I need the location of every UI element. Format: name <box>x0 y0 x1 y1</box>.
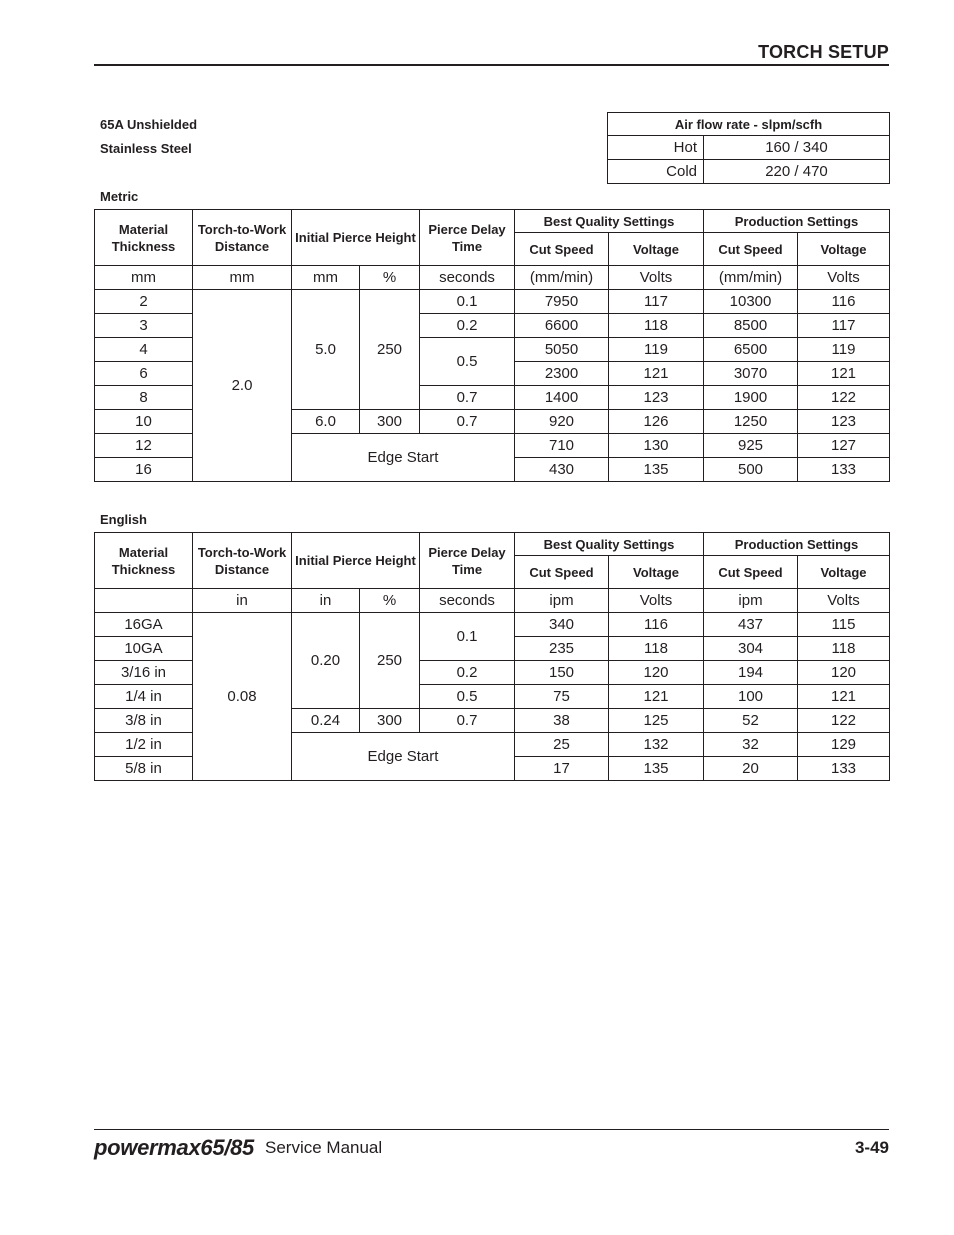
pierce-height-cell: 5.0 <box>292 290 360 410</box>
unit-cell: (mm/min) <box>704 266 798 290</box>
material-label-line2: Stainless Steel <box>100 141 192 156</box>
col-header-voltage: Voltage <box>798 233 890 266</box>
air-flow-value: 160 / 340 <box>704 136 890 160</box>
pierce-delay-cell: 0.2 <box>420 661 515 685</box>
thickness-cell: 1/2 in <box>95 733 193 757</box>
thickness-cell: 10 <box>95 410 193 434</box>
unit-cell: in <box>292 589 360 613</box>
best-speed-cell: 710 <box>515 434 609 458</box>
prod-voltage-cell: 115 <box>798 613 890 637</box>
english-section-label: English <box>100 512 147 527</box>
manual-title: Service Manual <box>265 1138 383 1157</box>
thickness-cell: 6 <box>95 362 193 386</box>
col-header-material-thickness: Material Thickness <box>95 533 193 589</box>
pierce-percent-cell: 300 <box>360 709 420 733</box>
prod-speed-cell: 500 <box>704 458 798 482</box>
thickness-cell: 8 <box>95 386 193 410</box>
page-number: 3-49 <box>854 1138 889 1157</box>
prod-voltage-cell: 116 <box>798 290 890 314</box>
col-header-torch-to-work: Torch-to-Work Distance <box>193 210 292 266</box>
footer-divider <box>94 1129 889 1130</box>
brand-logo-text: powermax65/85 <box>94 1135 254 1160</box>
prod-voltage-cell: 119 <box>798 338 890 362</box>
thickness-cell: 16 <box>95 458 193 482</box>
unit-cell: mm <box>95 266 193 290</box>
prod-speed-cell: 304 <box>704 637 798 661</box>
prod-speed-cell: 437 <box>704 613 798 637</box>
best-voltage-cell: 126 <box>609 410 704 434</box>
best-voltage-cell: 118 <box>609 314 704 338</box>
pierce-delay-cell: 0.2 <box>420 314 515 338</box>
unit-cell: Volts <box>798 589 890 613</box>
prod-voltage-cell: 122 <box>798 709 890 733</box>
best-speed-cell: 235 <box>515 637 609 661</box>
pierce-percent-cell: 250 <box>360 290 420 410</box>
best-voltage-cell: 125 <box>609 709 704 733</box>
unit-cell: % <box>360 589 420 613</box>
col-header-cut-speed: Cut Speed <box>704 556 798 589</box>
best-voltage-cell: 121 <box>609 362 704 386</box>
best-speed-cell: 150 <box>515 661 609 685</box>
pierce-height-cell: 6.0 <box>292 410 360 434</box>
pierce-percent-cell: 300 <box>360 410 420 434</box>
col-header-voltage: Voltage <box>798 556 890 589</box>
best-speed-cell: 5050 <box>515 338 609 362</box>
pierce-delay-cell: 0.7 <box>420 410 515 434</box>
prod-speed-cell: 1250 <box>704 410 798 434</box>
best-voltage-cell: 117 <box>609 290 704 314</box>
prod-voltage-cell: 133 <box>798 458 890 482</box>
col-header-cut-speed: Cut Speed <box>515 233 609 266</box>
pierce-delay-cell: 0.7 <box>420 709 515 733</box>
prod-voltage-cell: 123 <box>798 410 890 434</box>
thickness-cell: 12 <box>95 434 193 458</box>
unit-cell: Volts <box>798 266 890 290</box>
pierce-height-cell: 0.20 <box>292 613 360 709</box>
units-row <box>95 266 890 290</box>
unit-cell: mm <box>193 266 292 290</box>
edge-start-cell: Edge Start <box>292 434 515 482</box>
thickness-cell: 3 <box>95 314 193 338</box>
air-flow-title: Air flow rate - slpm/scfh <box>608 113 890 136</box>
col-header-torch-to-work: Torch-to-Work Distance <box>193 533 292 589</box>
page-section-title: TORCH SETUP <box>758 42 889 62</box>
prod-speed-cell: 52 <box>704 709 798 733</box>
pierce-delay-cell: 0.1 <box>420 290 515 314</box>
unit-cell <box>95 589 193 613</box>
unit-cell: seconds <box>420 589 515 613</box>
col-header-cut-speed: Cut Speed <box>704 233 798 266</box>
prod-speed-cell: 32 <box>704 733 798 757</box>
prod-voltage-cell: 121 <box>798 685 890 709</box>
best-speed-cell: 1400 <box>515 386 609 410</box>
best-speed-cell: 25 <box>515 733 609 757</box>
prod-speed-cell: 20 <box>704 757 798 781</box>
unit-cell: ipm <box>704 589 798 613</box>
pierce-percent-cell: 250 <box>360 613 420 709</box>
torch-distance-cell: 2.0 <box>193 290 292 482</box>
unit-cell: Volts <box>609 266 704 290</box>
torch-distance-cell: 0.08 <box>193 613 292 781</box>
best-voltage-cell: 135 <box>609 757 704 781</box>
metric-cut-chart-table <box>94 209 890 482</box>
prod-voltage-cell: 120 <box>798 661 890 685</box>
best-voltage-cell: 135 <box>609 458 704 482</box>
best-speed-cell: 17 <box>515 757 609 781</box>
pierce-delay-cell: 0.1 <box>420 613 515 661</box>
prod-speed-cell: 3070 <box>704 362 798 386</box>
best-voltage-cell: 130 <box>609 434 704 458</box>
material-label-line1: 65A Unshielded <box>100 117 198 132</box>
thickness-cell: 5/8 in <box>95 757 193 781</box>
pierce-delay-cell: 0.5 <box>420 338 515 386</box>
col-header-pierce-delay: Pierce Delay Time <box>420 533 515 589</box>
thickness-cell: 10GA <box>95 637 193 661</box>
unit-cell: Volts <box>609 589 704 613</box>
unit-cell: (mm/min) <box>515 266 609 290</box>
prod-voltage-cell: 129 <box>798 733 890 757</box>
units-row <box>95 589 890 613</box>
table-row <box>95 290 890 314</box>
unit-cell: seconds <box>420 266 515 290</box>
col-header-production: Production Settings <box>704 533 890 556</box>
col-header-production: Production Settings <box>704 210 890 233</box>
prod-speed-cell: 100 <box>704 685 798 709</box>
best-speed-cell: 920 <box>515 410 609 434</box>
prod-speed-cell: 10300 <box>704 290 798 314</box>
prod-voltage-cell: 121 <box>798 362 890 386</box>
metric-section-label: Metric <box>100 189 139 204</box>
prod-voltage-cell: 127 <box>798 434 890 458</box>
best-speed-cell: 2300 <box>515 362 609 386</box>
prod-speed-cell: 1900 <box>704 386 798 410</box>
thickness-cell: 16GA <box>95 613 193 637</box>
col-header-voltage: Voltage <box>609 556 704 589</box>
unit-cell: % <box>360 266 420 290</box>
air-flow-label: Cold <box>608 160 704 184</box>
air-flow-value: 220 / 470 <box>704 160 890 184</box>
thickness-cell: 1/4 in <box>95 685 193 709</box>
air-flow-label: Hot <box>608 136 704 160</box>
air-flow-table <box>607 112 890 184</box>
header-divider <box>94 64 889 66</box>
best-voltage-cell: 120 <box>609 661 704 685</box>
best-speed-cell: 340 <box>515 613 609 637</box>
pierce-delay-cell: 0.5 <box>420 685 515 709</box>
unit-cell: mm <box>292 266 360 290</box>
best-voltage-cell: 118 <box>609 637 704 661</box>
best-speed-cell: 7950 <box>515 290 609 314</box>
best-voltage-cell: 119 <box>609 338 704 362</box>
edge-start-cell: Edge Start <box>292 733 515 781</box>
col-header-best-quality: Best Quality Settings <box>515 210 704 233</box>
air-flow-row-hot <box>608 136 890 160</box>
best-speed-cell: 38 <box>515 709 609 733</box>
col-header-voltage: Voltage <box>609 233 704 266</box>
air-flow-row-cold <box>608 160 890 184</box>
col-header-material-thickness: Material Thickness <box>95 210 193 266</box>
unit-cell: ipm <box>515 589 609 613</box>
thickness-cell: 4 <box>95 338 193 362</box>
col-header-initial-pierce: Initial Pierce Height <box>292 210 420 266</box>
best-speed-cell: 75 <box>515 685 609 709</box>
prod-speed-cell: 925 <box>704 434 798 458</box>
prod-speed-cell: 6500 <box>704 338 798 362</box>
best-speed-cell: 6600 <box>515 314 609 338</box>
col-header-best-quality: Best Quality Settings <box>515 533 704 556</box>
pierce-height-cell: 0.24 <box>292 709 360 733</box>
thickness-cell: 3/16 in <box>95 661 193 685</box>
table-row <box>95 613 890 637</box>
pierce-delay-cell: 0.7 <box>420 386 515 410</box>
prod-speed-cell: 194 <box>704 661 798 685</box>
english-cut-chart-table <box>94 532 890 781</box>
prod-voltage-cell: 133 <box>798 757 890 781</box>
thickness-cell: 2 <box>95 290 193 314</box>
thickness-cell: 3/8 in <box>95 709 193 733</box>
best-speed-cell: 430 <box>515 458 609 482</box>
prod-speed-cell: 8500 <box>704 314 798 338</box>
prod-voltage-cell: 118 <box>798 637 890 661</box>
col-header-pierce-delay: Pierce Delay Time <box>420 210 515 266</box>
best-voltage-cell: 123 <box>609 386 704 410</box>
col-header-cut-speed: Cut Speed <box>515 556 609 589</box>
prod-voltage-cell: 117 <box>798 314 890 338</box>
unit-cell: in <box>193 589 292 613</box>
best-voltage-cell: 121 <box>609 685 704 709</box>
col-header-initial-pierce: Initial Pierce Height <box>292 533 420 589</box>
best-voltage-cell: 116 <box>609 613 704 637</box>
prod-voltage-cell: 122 <box>798 386 890 410</box>
best-voltage-cell: 132 <box>609 733 704 757</box>
